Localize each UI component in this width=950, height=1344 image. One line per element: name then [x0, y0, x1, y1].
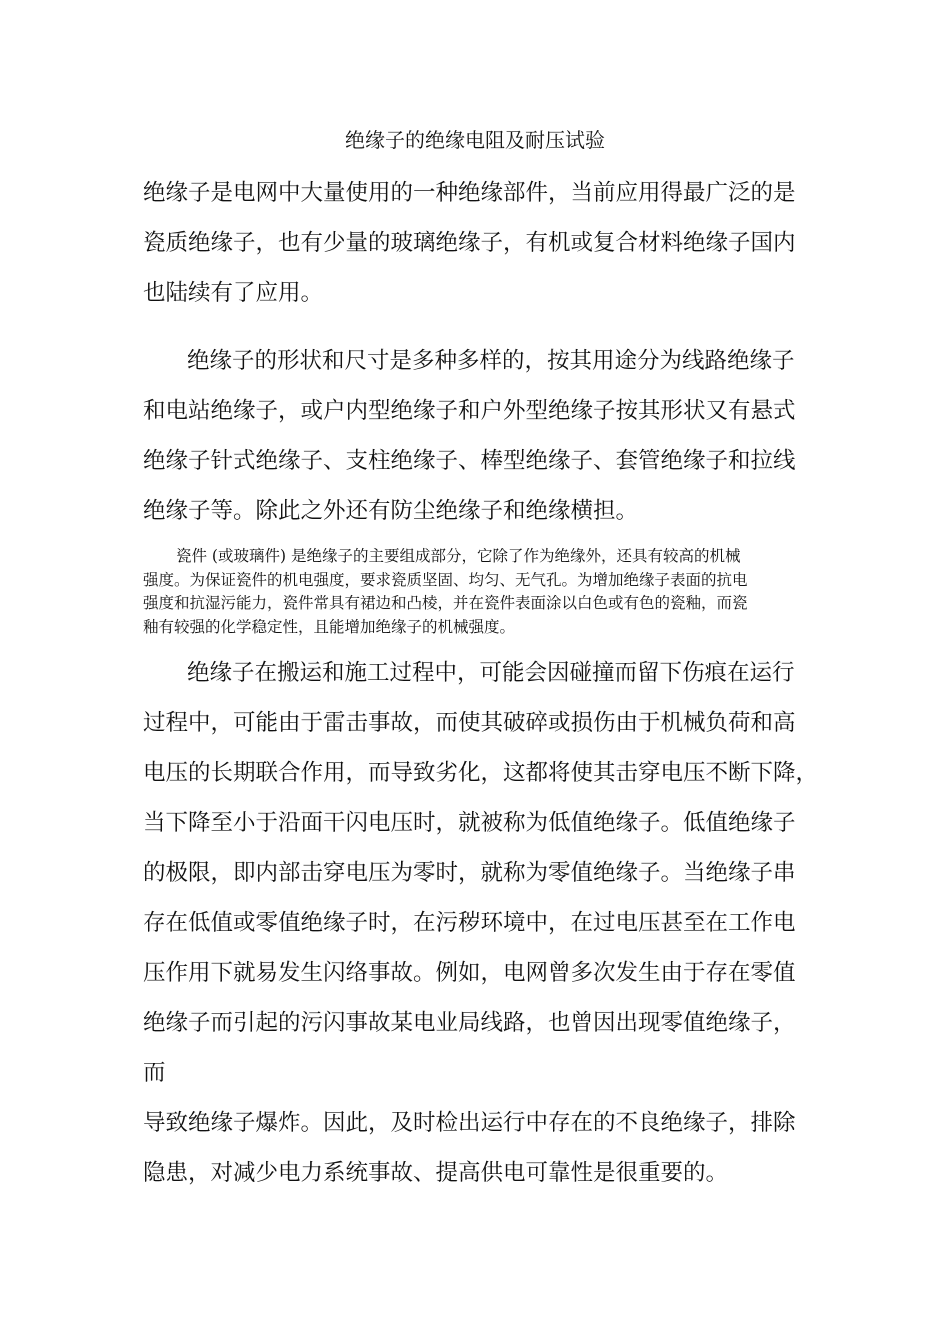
- paragraph-degradation: [143, 648, 819, 1098]
- paragraph-line: 压作用下就易发生闪络事故。例如，电网曾多次发生由于存在零值: [143, 960, 796, 986]
- paragraph-line: 绝缘子而引起的污闪事故某电业局线路，也曾因出现零值绝缘子，: [143, 1010, 796, 1036]
- paragraph-line: 的极限，即内部击穿电压为零时，就称为零值绝缘子。当绝缘子串: [143, 860, 796, 886]
- paragraph-line: 强度和抗湿污能力，瓷件常具有裙边和凸棱，并在瓷件表面涂以白色或有色的瓷釉，而瓷: [143, 594, 748, 612]
- paragraph-line: 过程中，可能由于雷击事故，而使其破碎或损伤由于机械负荷和高: [143, 710, 796, 736]
- paragraph-conclusion: [143, 1098, 813, 1198]
- paragraph-shapes: [143, 336, 813, 536]
- paragraph-intro: [143, 168, 813, 318]
- paragraph-line: 绝缘子针式绝缘子、支柱绝缘子、棒型绝缘子、套管绝缘子和拉线: [143, 448, 796, 474]
- paragraph-line: 瓷件 (或玻璃件) 是绝缘子的主要组成部分，它除了作为绝缘外，还具有较高的机械: [176, 547, 741, 565]
- paragraph-line: 存在低值或零值绝缘子时，在污秽环境中，在过电压甚至在工作电: [143, 910, 796, 936]
- paragraph-line: 电压的长期联合作用，而导致劣化，这都将使其击穿电压不断下降，: [143, 760, 819, 786]
- paragraph-line: 和电站绝缘子，或户内型绝缘子和户外型绝缘子按其形状又有悬式: [143, 398, 796, 424]
- paragraph-line: 强度。为保证瓷件的机电强度，要求瓷质坚固、均匀、无气孔。为增加绝缘子表面的抗电: [143, 570, 748, 589]
- paragraph-line: 瓷质绝缘子，也有少量的玻璃绝缘子，有机或复合材料绝缘子国内: [143, 230, 796, 256]
- paragraph-line: 釉有较强的化学稳定性，且能增加绝缘子的机械强度。: [143, 617, 516, 636]
- paragraph-line: 绝缘子的形状和尺寸是多种多样的，按其用途分为线路绝缘子: [187, 348, 795, 374]
- paragraph-line: 也陆续有了应用。: [143, 280, 324, 306]
- document-title: 绝缘子的绝缘电阻及耐压试验: [345, 128, 605, 152]
- paragraph-porcelain: [143, 545, 813, 639]
- paragraph-line: 而: [143, 1060, 166, 1086]
- paragraph-line: 绝缘子等。除此之外还有防尘绝缘子和绝缘横担。: [143, 498, 639, 524]
- paragraph-line: 绝缘子是电网中大量使用的一种绝缘部件，当前应用得最广泛的是: [143, 180, 796, 206]
- paragraph-line: 隐患，对减少电力系统事故、提高供电可靠性是很重要的。: [143, 1160, 729, 1186]
- paragraph-line: 导致绝缘子爆炸。因此，及时检出运行中存在的不良绝缘子，排除: [143, 1110, 796, 1136]
- paragraph-line: 当下降至小于沿面干闪电压时，就被称为低值绝缘子。低值绝缘子: [143, 810, 796, 836]
- paragraph-line: 绝缘子在搬运和施工过程中，可能会因碰撞而留下伤痕在运行: [187, 660, 795, 686]
